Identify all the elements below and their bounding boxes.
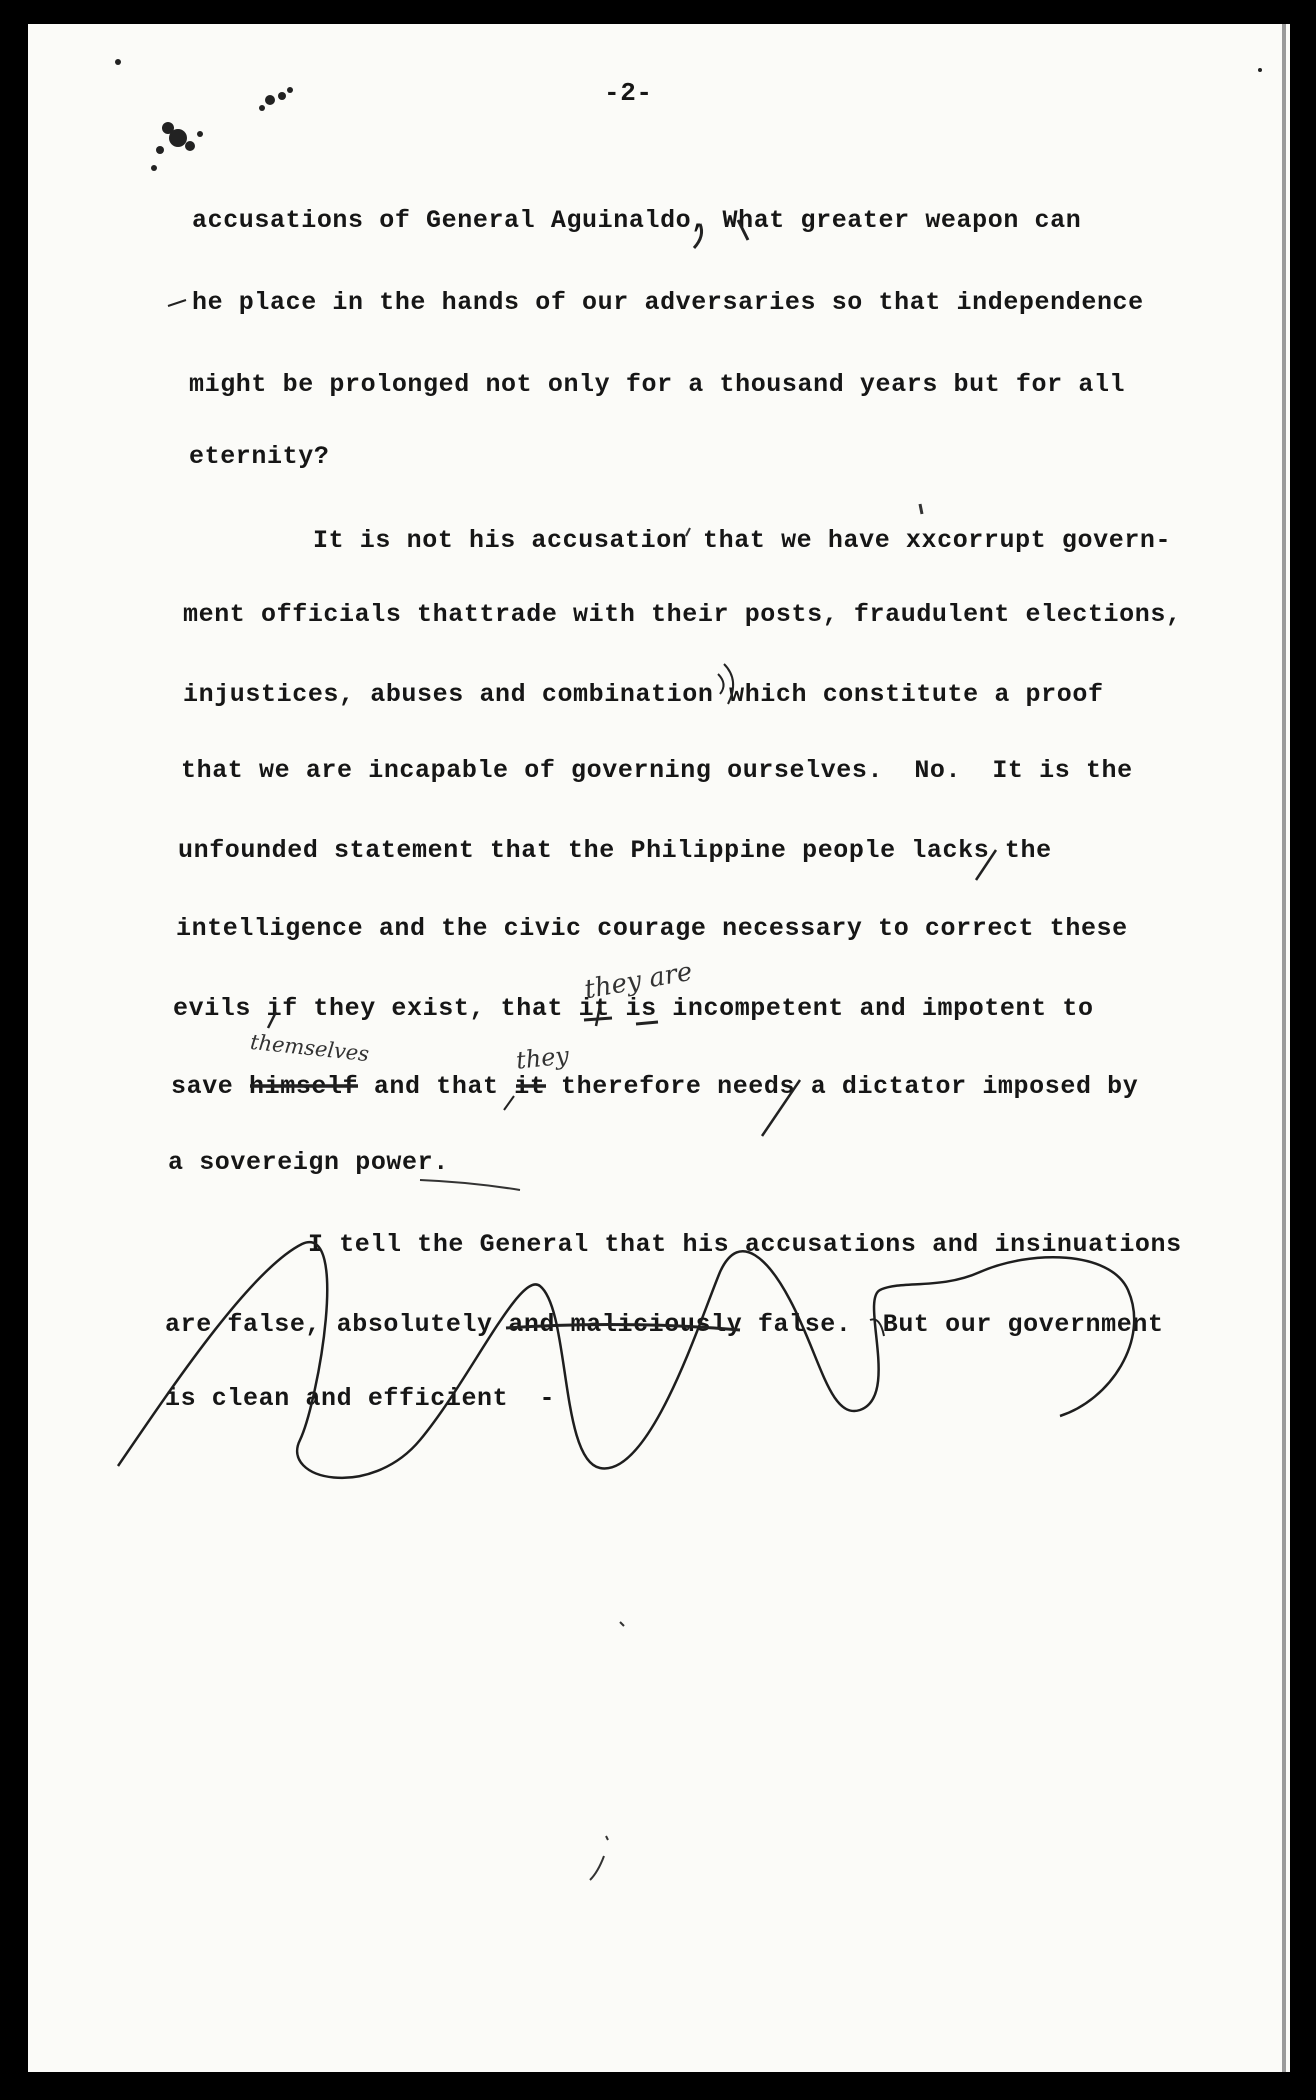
text-line: injustices, abuses and combination which constitute a proof xyxy=(183,680,1104,709)
text-line: are false, absolutely and maliciously false. But our government xyxy=(165,1310,1164,1339)
text-line: I tell the General that his accusations and insinuations xyxy=(308,1230,1182,1259)
text-line: he place in the hands of our adversaries so that independence xyxy=(192,288,1144,317)
text-line: accusations of General Aguinaldo, What greater weapon can xyxy=(192,206,1082,235)
text-line: eternity? xyxy=(189,442,330,471)
text-line: might be prolonged not only for a thousand years but for all xyxy=(189,370,1126,399)
text-line: evils if they exist, that it is incompetent and impotent to xyxy=(173,994,1094,1023)
text-line: intelligence and the civic courage necessary to correct these xyxy=(176,914,1128,943)
text-line: It is not his accusation that we have xxcorrupt govern- xyxy=(313,526,1172,555)
handwritten-insertion: they xyxy=(514,1041,571,1075)
page-edge xyxy=(1282,24,1286,2072)
text-line: unfounded statement that the Philippine people lacks the xyxy=(178,836,1052,865)
page-number: -2- xyxy=(604,78,653,108)
text-line: ment officials thattrade with their posts, fraudulent elections, xyxy=(183,600,1182,629)
handwritten-insertion: they are xyxy=(582,956,695,1006)
text-line: is clean and efficient - xyxy=(165,1384,556,1413)
document-page xyxy=(28,24,1290,2072)
text-line: a sovereign power. xyxy=(168,1148,449,1177)
text-line: that we are incapable of governing ourselves. No. It is the xyxy=(181,756,1133,785)
handwritten-insertion: themselves xyxy=(249,1029,371,1067)
text-line: save himself and that it therefore needs a dictator imposed by xyxy=(171,1072,1139,1101)
